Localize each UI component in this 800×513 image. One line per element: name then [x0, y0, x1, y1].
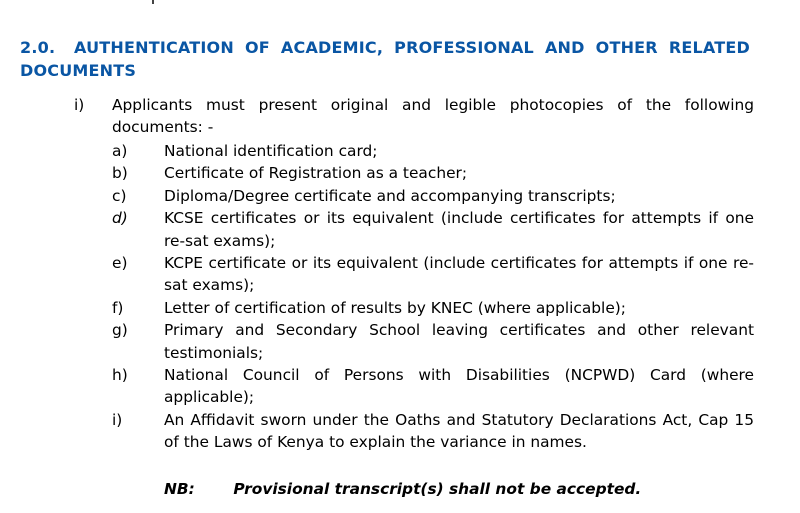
section-title-words	[74, 36, 750, 59]
list-marker: i)	[112, 410, 123, 429]
list-marker: h)	[112, 366, 128, 385]
list-item-text: National Council of Persons with Disabilities (NCPWD) Card (where applicable);	[164, 366, 754, 407]
list-item-text: National identification card;	[164, 142, 378, 160]
section-title-word: ACADEMIC,	[280, 38, 384, 57]
list-marker: d)	[112, 209, 128, 228]
page-edge-mark	[152, 0, 154, 4]
section-title-word: RELATED	[668, 38, 750, 57]
note-text: Provisional transcript(s) shall not be accepted.	[233, 480, 642, 498]
list-item-text: Letter of certification of results by KNEC (where applicable);	[164, 298, 626, 317]
list-marker: g)	[112, 321, 128, 340]
section-title-word: OTHER	[595, 38, 658, 57]
section-title-word: PROFESSIONAL	[394, 38, 534, 57]
list-marker: b)	[112, 164, 128, 183]
section-heading	[20, 36, 760, 82]
list-item	[112, 207, 754, 252]
list-item	[112, 162, 754, 184]
section-number: 2.0.	[20, 38, 56, 57]
list-item	[112, 409, 754, 454]
list-item-text: Primary and Secondary School leaving certificates and other relevant testimonials;	[164, 321, 754, 362]
list-item	[112, 297, 754, 319]
section-title-word: AND	[544, 38, 585, 57]
list-item-text: KCPE certificate or its equivalent (include certificates for attempts if one re-sat exams);	[164, 254, 754, 295]
intro-paragraph	[74, 94, 754, 138]
list-item	[112, 140, 754, 162]
section-title-line2: DOCUMENTS	[20, 61, 137, 80]
section-heading-line1	[20, 36, 750, 59]
list-item	[112, 252, 754, 297]
list-item-text: Certificate of Registration as a teacher;	[164, 164, 468, 183]
list-marker: c)	[112, 186, 127, 205]
list-marker: e)	[112, 254, 128, 273]
list-marker: a)	[112, 142, 128, 160]
note-line	[164, 478, 641, 500]
document-list	[112, 140, 754, 454]
list-item	[112, 185, 754, 207]
intro-text: Applicants must present original and legible photocopies of the following documents: -	[112, 96, 754, 136]
note-label: NB:	[164, 480, 195, 498]
list-item	[112, 364, 754, 409]
list-item-text: An Affidavit sworn under the Oaths and Statutory Declarations Act, Cap 15 of the Laws of Kenya to explain the variance in names.	[164, 410, 754, 452]
list-item-text: KCSE certificates or its equivalent (include certificates for attempts if one re-sat exams);	[164, 209, 754, 250]
list-item	[112, 319, 754, 364]
section-title-word: AUTHENTICATION	[74, 38, 234, 57]
intro-numeral: i)	[74, 96, 85, 114]
section-title-word: OF	[244, 38, 270, 57]
list-marker: f)	[112, 298, 124, 317]
list-item-text: Diploma/Degree certificate and accompanying transcripts;	[164, 186, 616, 205]
